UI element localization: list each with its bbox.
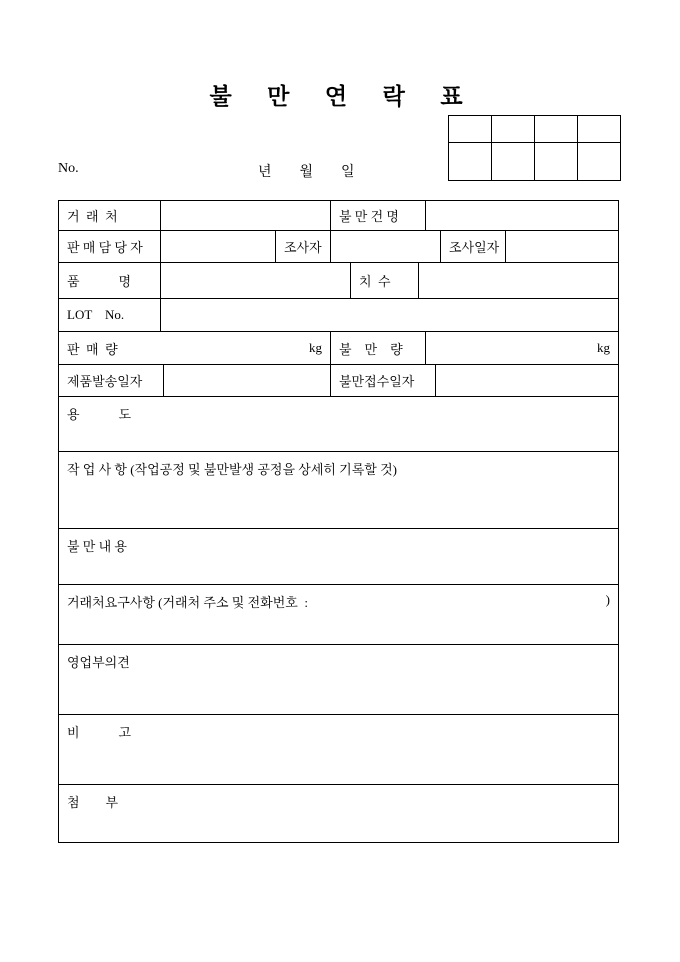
work-label: 작 업 사 항 (작업공정 및 불만발생 공정을 상세히 기록할 것) (67, 462, 397, 477)
client-request-label: 거래처요구사항 (거래처 주소 및 전화번호 : (67, 595, 308, 610)
product-name-value-cell[interactable] (161, 263, 351, 298)
stamp-cell (449, 143, 492, 181)
stamp-cell (449, 116, 492, 143)
complaint-form-table (58, 200, 619, 843)
complaint-received-label: 불만접수일자 (331, 365, 436, 396)
size-label: 치 수 (351, 263, 419, 298)
complaint-received-value-cell[interactable] (436, 365, 618, 396)
sales-opinion-section[interactable] (59, 645, 618, 715)
complaint-title-label: 불 만 건 명 (331, 201, 426, 230)
row-product (59, 263, 618, 299)
complaint-qty-label: 불 만 량 (331, 332, 426, 364)
usage-label: 용 도 (67, 407, 132, 422)
complaint-title-value-cell[interactable] (426, 201, 618, 230)
ship-date-label: 제품발송일자 (59, 365, 164, 396)
date-line: 년 월 일 (258, 165, 355, 180)
form-title: 불 만 연 락 표 (209, 84, 471, 109)
work-cell (59, 452, 618, 528)
investigator-value-cell[interactable] (331, 231, 441, 262)
remarks-section[interactable] (59, 715, 618, 785)
row-dates (59, 365, 618, 397)
stamp-cell (492, 116, 535, 143)
remarks-label: 비 고 (67, 725, 132, 740)
attachment-label: 첨 부 (67, 795, 119, 810)
row-quantity (59, 332, 618, 365)
complaint-content-section[interactable] (59, 529, 618, 585)
size-value-cell[interactable] (419, 263, 618, 298)
usage-cell (59, 397, 618, 451)
sales-rep-value-cell[interactable] (161, 231, 276, 262)
stamp-cell (578, 116, 621, 143)
product-label: 품 명 (59, 263, 161, 298)
usage-section[interactable] (59, 397, 618, 452)
attachment-cell (59, 785, 618, 842)
investigation-date-label: 조사일자 (441, 231, 506, 262)
sales-qty-unit: kg (309, 340, 322, 355)
stamp-cell (535, 116, 578, 143)
investigation-date-value-cell[interactable] (506, 231, 618, 262)
client-request-cell (59, 585, 618, 644)
stamp-cell (492, 143, 535, 181)
approval-stamp-grid (448, 115, 621, 181)
attachment-section[interactable] (59, 785, 618, 842)
client-request-section[interactable] (59, 585, 618, 645)
stamp-cell (578, 143, 621, 181)
ship-date-value-cell[interactable] (164, 365, 331, 396)
client-value-cell[interactable] (161, 201, 331, 230)
sales-opinion-label: 영업부의견 (67, 655, 130, 670)
row-lot (59, 299, 618, 332)
complaint-content-label: 불 만 내 용 (67, 539, 127, 554)
work-section[interactable] (59, 452, 618, 529)
no-label: No. (58, 161, 79, 176)
lot-no-value-cell[interactable] (161, 299, 618, 331)
remarks-cell (59, 715, 618, 784)
lot-label: LOT No. (59, 299, 161, 331)
sales-rep-label: 판 매 담 당 자 (59, 231, 161, 262)
investigator-label: 조사자 (276, 231, 331, 262)
stamp-cell (535, 143, 578, 181)
complaint-qty-unit: kg (597, 340, 610, 355)
sales-opinion-cell (59, 645, 618, 714)
complaint-content-cell (59, 529, 618, 584)
sales-qty-cell[interactable] (59, 332, 331, 364)
row-sales-rep (59, 231, 618, 263)
client-label: 거 래 처 (59, 201, 161, 230)
sales-qty-label: 판 매 량 (67, 341, 118, 357)
row-client (59, 201, 618, 231)
complaint-qty-cell[interactable] (426, 332, 618, 364)
client-request-close-paren: ) (605, 592, 610, 607)
